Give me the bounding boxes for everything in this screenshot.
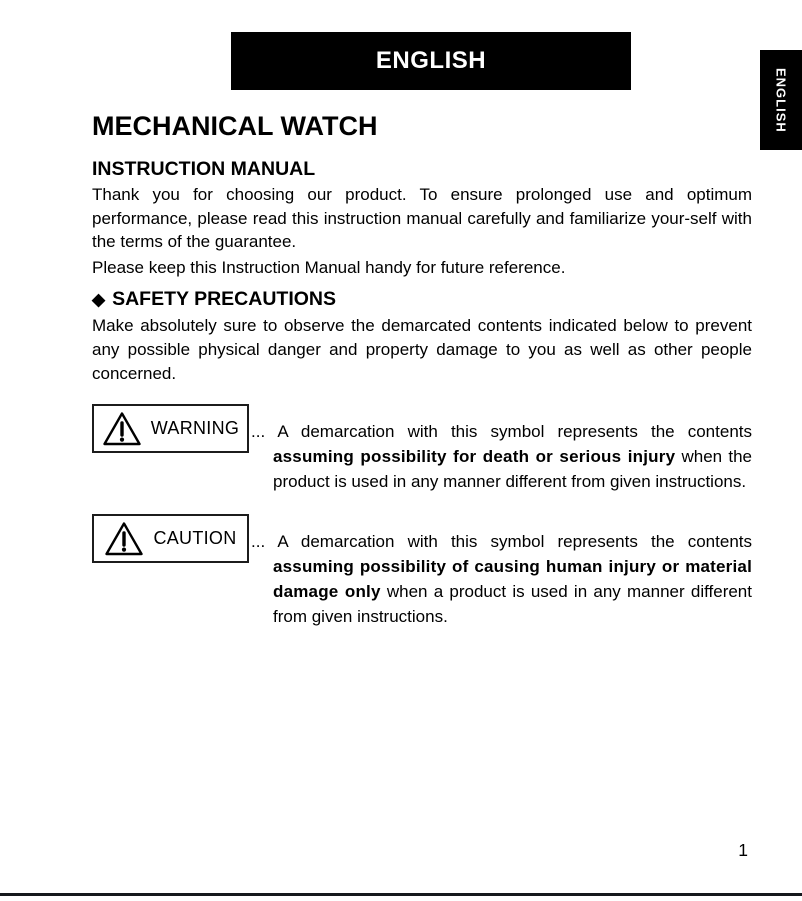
language-banner (231, 32, 631, 90)
language-side-tab-label: ENGLISH (773, 67, 789, 133)
diamond-icon: ◆ (92, 290, 106, 310)
warning-triangle-icon (104, 521, 144, 557)
warning-description: ... A demarcation with this symbol represents the contents assuming possibility for death or serious injury when the product is used in any manner different from given instructions. (251, 422, 752, 492)
safety-precautions-heading-label: SAFETY PRECAUTIONS (112, 288, 336, 311)
caution-box (92, 514, 249, 563)
warning-box (92, 404, 249, 453)
page-bottom-rule (0, 893, 802, 896)
safety-precautions-heading (92, 288, 752, 311)
caution-notice-row (92, 512, 752, 646)
instruction-manual-paragraph: Thank you for choosing our product. To ensure prolonged use and optimum performance, please read this instruction manual carefully and familiarize your-self with the terms of the guarantee. (92, 185, 752, 252)
caution-description: ... A demarcation with this symbol represents the contents assuming possibility of causing human injury or material damage only when a product is used in any manner different from given instructions. (251, 532, 752, 627)
language-side-tab (760, 50, 802, 150)
safety-intro-paragraph: Make absolutely sure to observe the demarcated contents indicated below to prevent any possible physical danger and property damage to you as well as other people concerned. (92, 316, 752, 383)
warning-notice-row (92, 402, 752, 511)
document-body (92, 110, 752, 646)
page-title: MECHANICAL WATCH (92, 111, 378, 141)
warning-label: WARNING (150, 418, 240, 439)
instruction-manual-heading: INSTRUCTION MANUAL (92, 158, 316, 180)
page-number: 1 (738, 840, 748, 860)
keep-manual-note: Please keep this Instruction Manual handy for future reference. (92, 257, 566, 277)
caution-label: CAUTION (153, 528, 237, 549)
warning-triangle-icon (102, 411, 142, 447)
language-banner-label: ENGLISH (375, 47, 487, 74)
